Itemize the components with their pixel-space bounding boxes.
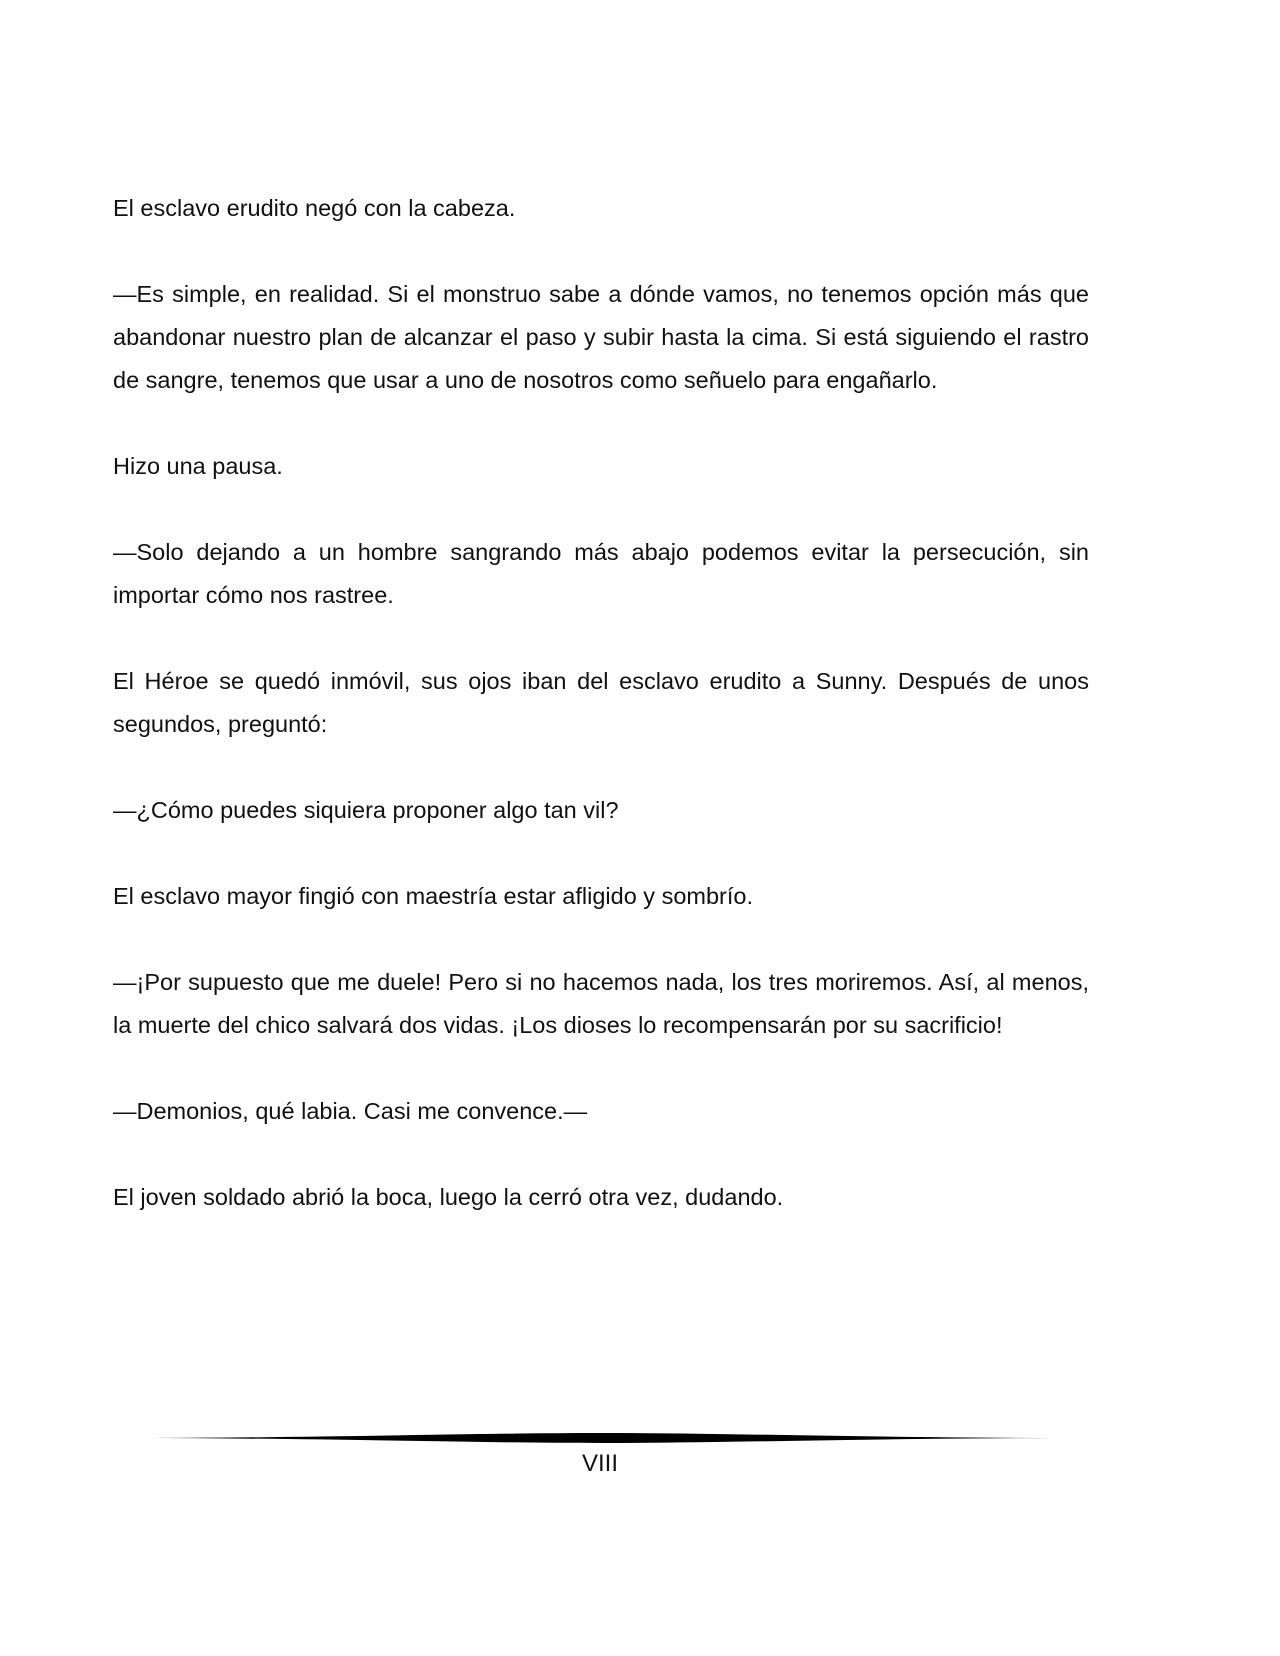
page-number: VIII bbox=[581, 1450, 618, 1477]
paragraph-10: El joven soldado abrió la boca, luego la cerró otra vez, dudando. bbox=[113, 1184, 784, 1210]
paragraph-9: —Demonios, qué labia. Casi me convence.— bbox=[113, 1098, 588, 1124]
paragraph-4: —Solo dejando a un hombre sangrando más abajo podemos evitar la persecución, sin importar cómo nos rastree. bbox=[113, 539, 1089, 608]
paragraph-8: —¡Por supuesto que me duele! Pero si no hacemos nada, los tres moriremos. Así, al menos, la muerte del chico salvará dos vidas. ¡Los dioses lo recompensarán por su sacrificio! bbox=[113, 969, 1089, 1038]
paragraph-2: —Es simple, en realidad. Si el monstruo sabe a dónde vamos, no tenemos opción más que abandonar nuestro plan de alcanzar el paso y subir hasta la cima. Si está siguiendo el rastro de sangre, tenemos que usar a uno de nosotros como señuelo para engañarlo. bbox=[113, 281, 1089, 393]
paragraph-7: El esclavo mayor fingió con maestría estar afligido y sombrío. bbox=[113, 883, 753, 909]
paragraph-3: Hizo una pausa. bbox=[113, 453, 283, 479]
paragraph-1: El esclavo erudito negó con la cabeza. bbox=[113, 195, 516, 221]
paragraph-5: El Héroe se quedó inmóvil, sus ojos iban del esclavo erudito a Sunny. Después de unos segundos, preguntó: bbox=[113, 668, 1089, 737]
paragraph-6: —¿Cómo puedes siquiera proponer algo tan vil? bbox=[113, 797, 619, 823]
body-text bbox=[113, 187, 1089, 1262]
footer-divider bbox=[152, 1432, 1052, 1444]
